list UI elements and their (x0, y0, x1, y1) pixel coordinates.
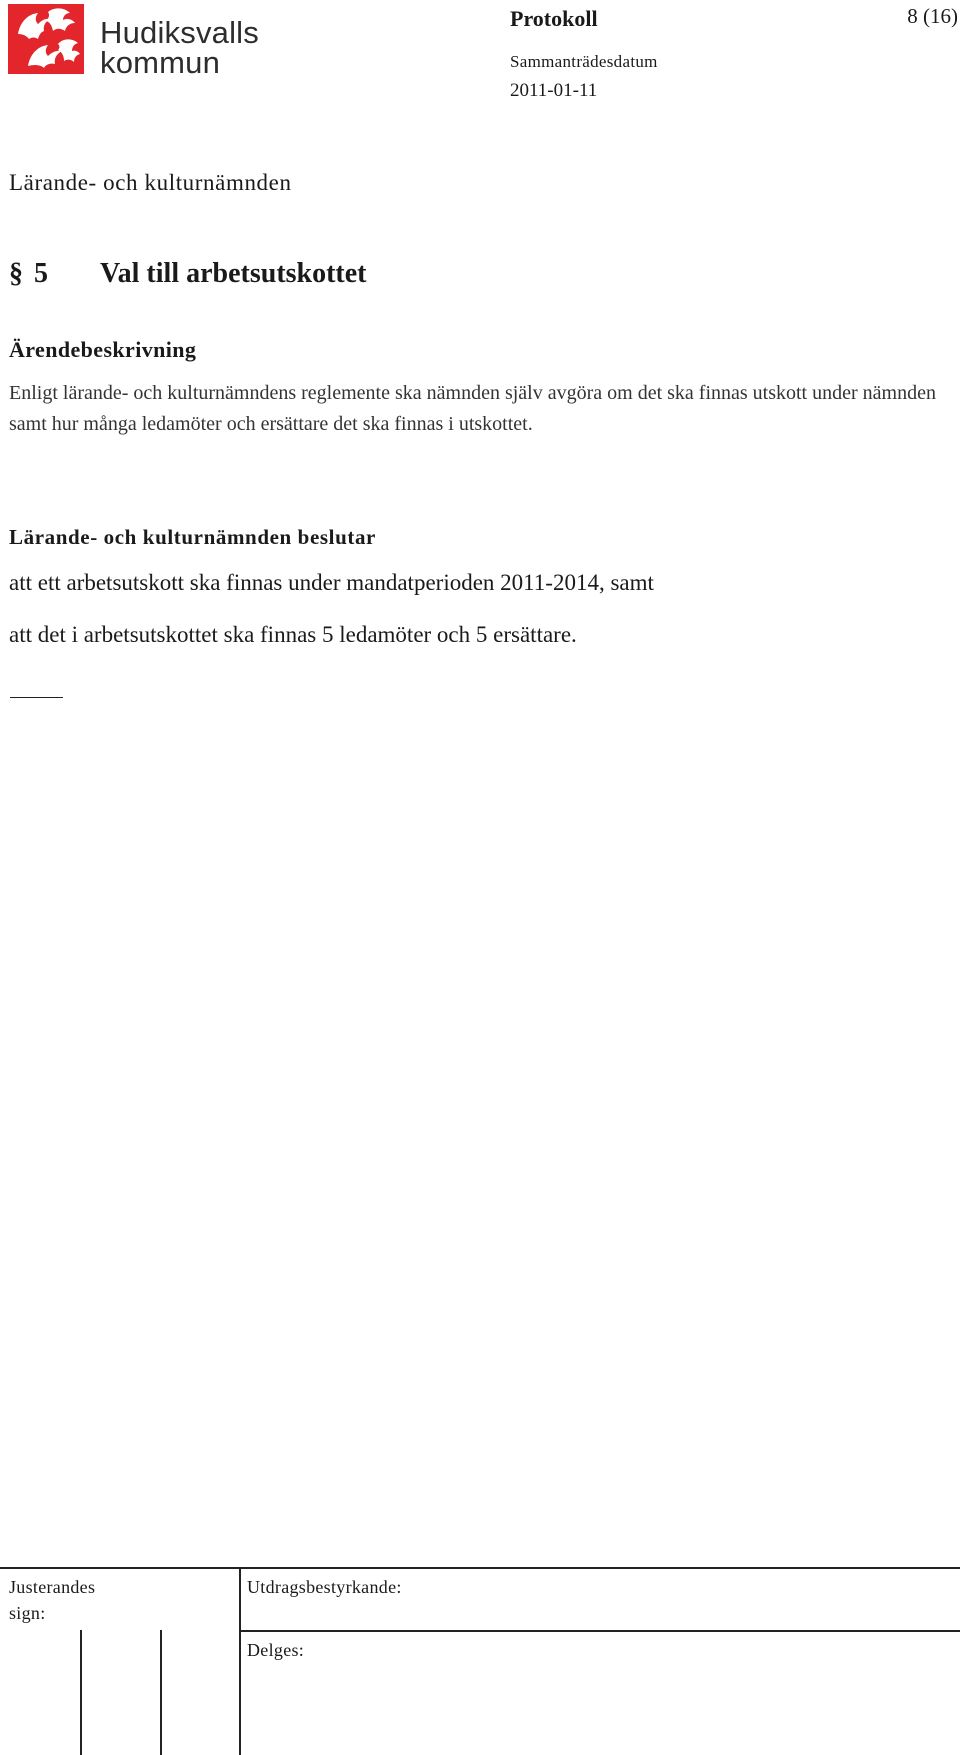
doc-type: Protokoll (510, 6, 598, 31)
section-number: 5 (34, 258, 48, 289)
decision-item: att ett arbetsutskott ska finnas under mandatperioden 2011-2014, samt (9, 570, 654, 595)
end-rule (10, 697, 63, 698)
logo-sub: kommun (100, 45, 221, 80)
meeting-date: 2011-01-11 (510, 80, 598, 101)
logo-wordmark (100, 15, 259, 80)
justerandes-label (9, 1574, 95, 1626)
sign-text: sign: (9, 1603, 46, 1623)
errand-heading: Ärendebeskrivning (9, 337, 197, 362)
table-divider (239, 1567, 241, 1755)
decision-item: att det i arbetsutskottet ska finnas 5 ledamöter och 5 ersättare. (9, 622, 577, 647)
delges-label: Delges: (247, 1640, 305, 1660)
hudiksvall-logo (8, 4, 258, 80)
table-mid-line (240, 1630, 960, 1632)
date-label: Sammanträdesdatum (510, 52, 658, 71)
section-heading (9, 258, 367, 290)
utdrag-label: Utdragsbestyrkande: (247, 1577, 402, 1597)
errand-text: Enligt lärande- och kulturnämndens reglemente ska nämnden själv avgöra om det ska finnas utskott under nämnden samt hur många ledamöter och ersättare det ska finnas i utskottet. (9, 382, 936, 435)
table-top-line (0, 1567, 960, 1569)
page-number: 8 (16) (907, 4, 958, 28)
goat-emblem-icon (8, 4, 88, 76)
section-title: Val till arbetsutskottet (100, 258, 367, 289)
committee-name: Lärande- och kulturnämnden (9, 170, 292, 195)
paragraph-symbol: § (9, 258, 23, 289)
sign-box-divider (80, 1630, 82, 1755)
justerandes-text: Justerandes (9, 1577, 96, 1597)
sign-box-divider (160, 1630, 162, 1755)
decision-heading: Lärande- och kulturnämnden beslutar (9, 525, 376, 549)
logo-name: Hudiksvalls (100, 15, 259, 50)
